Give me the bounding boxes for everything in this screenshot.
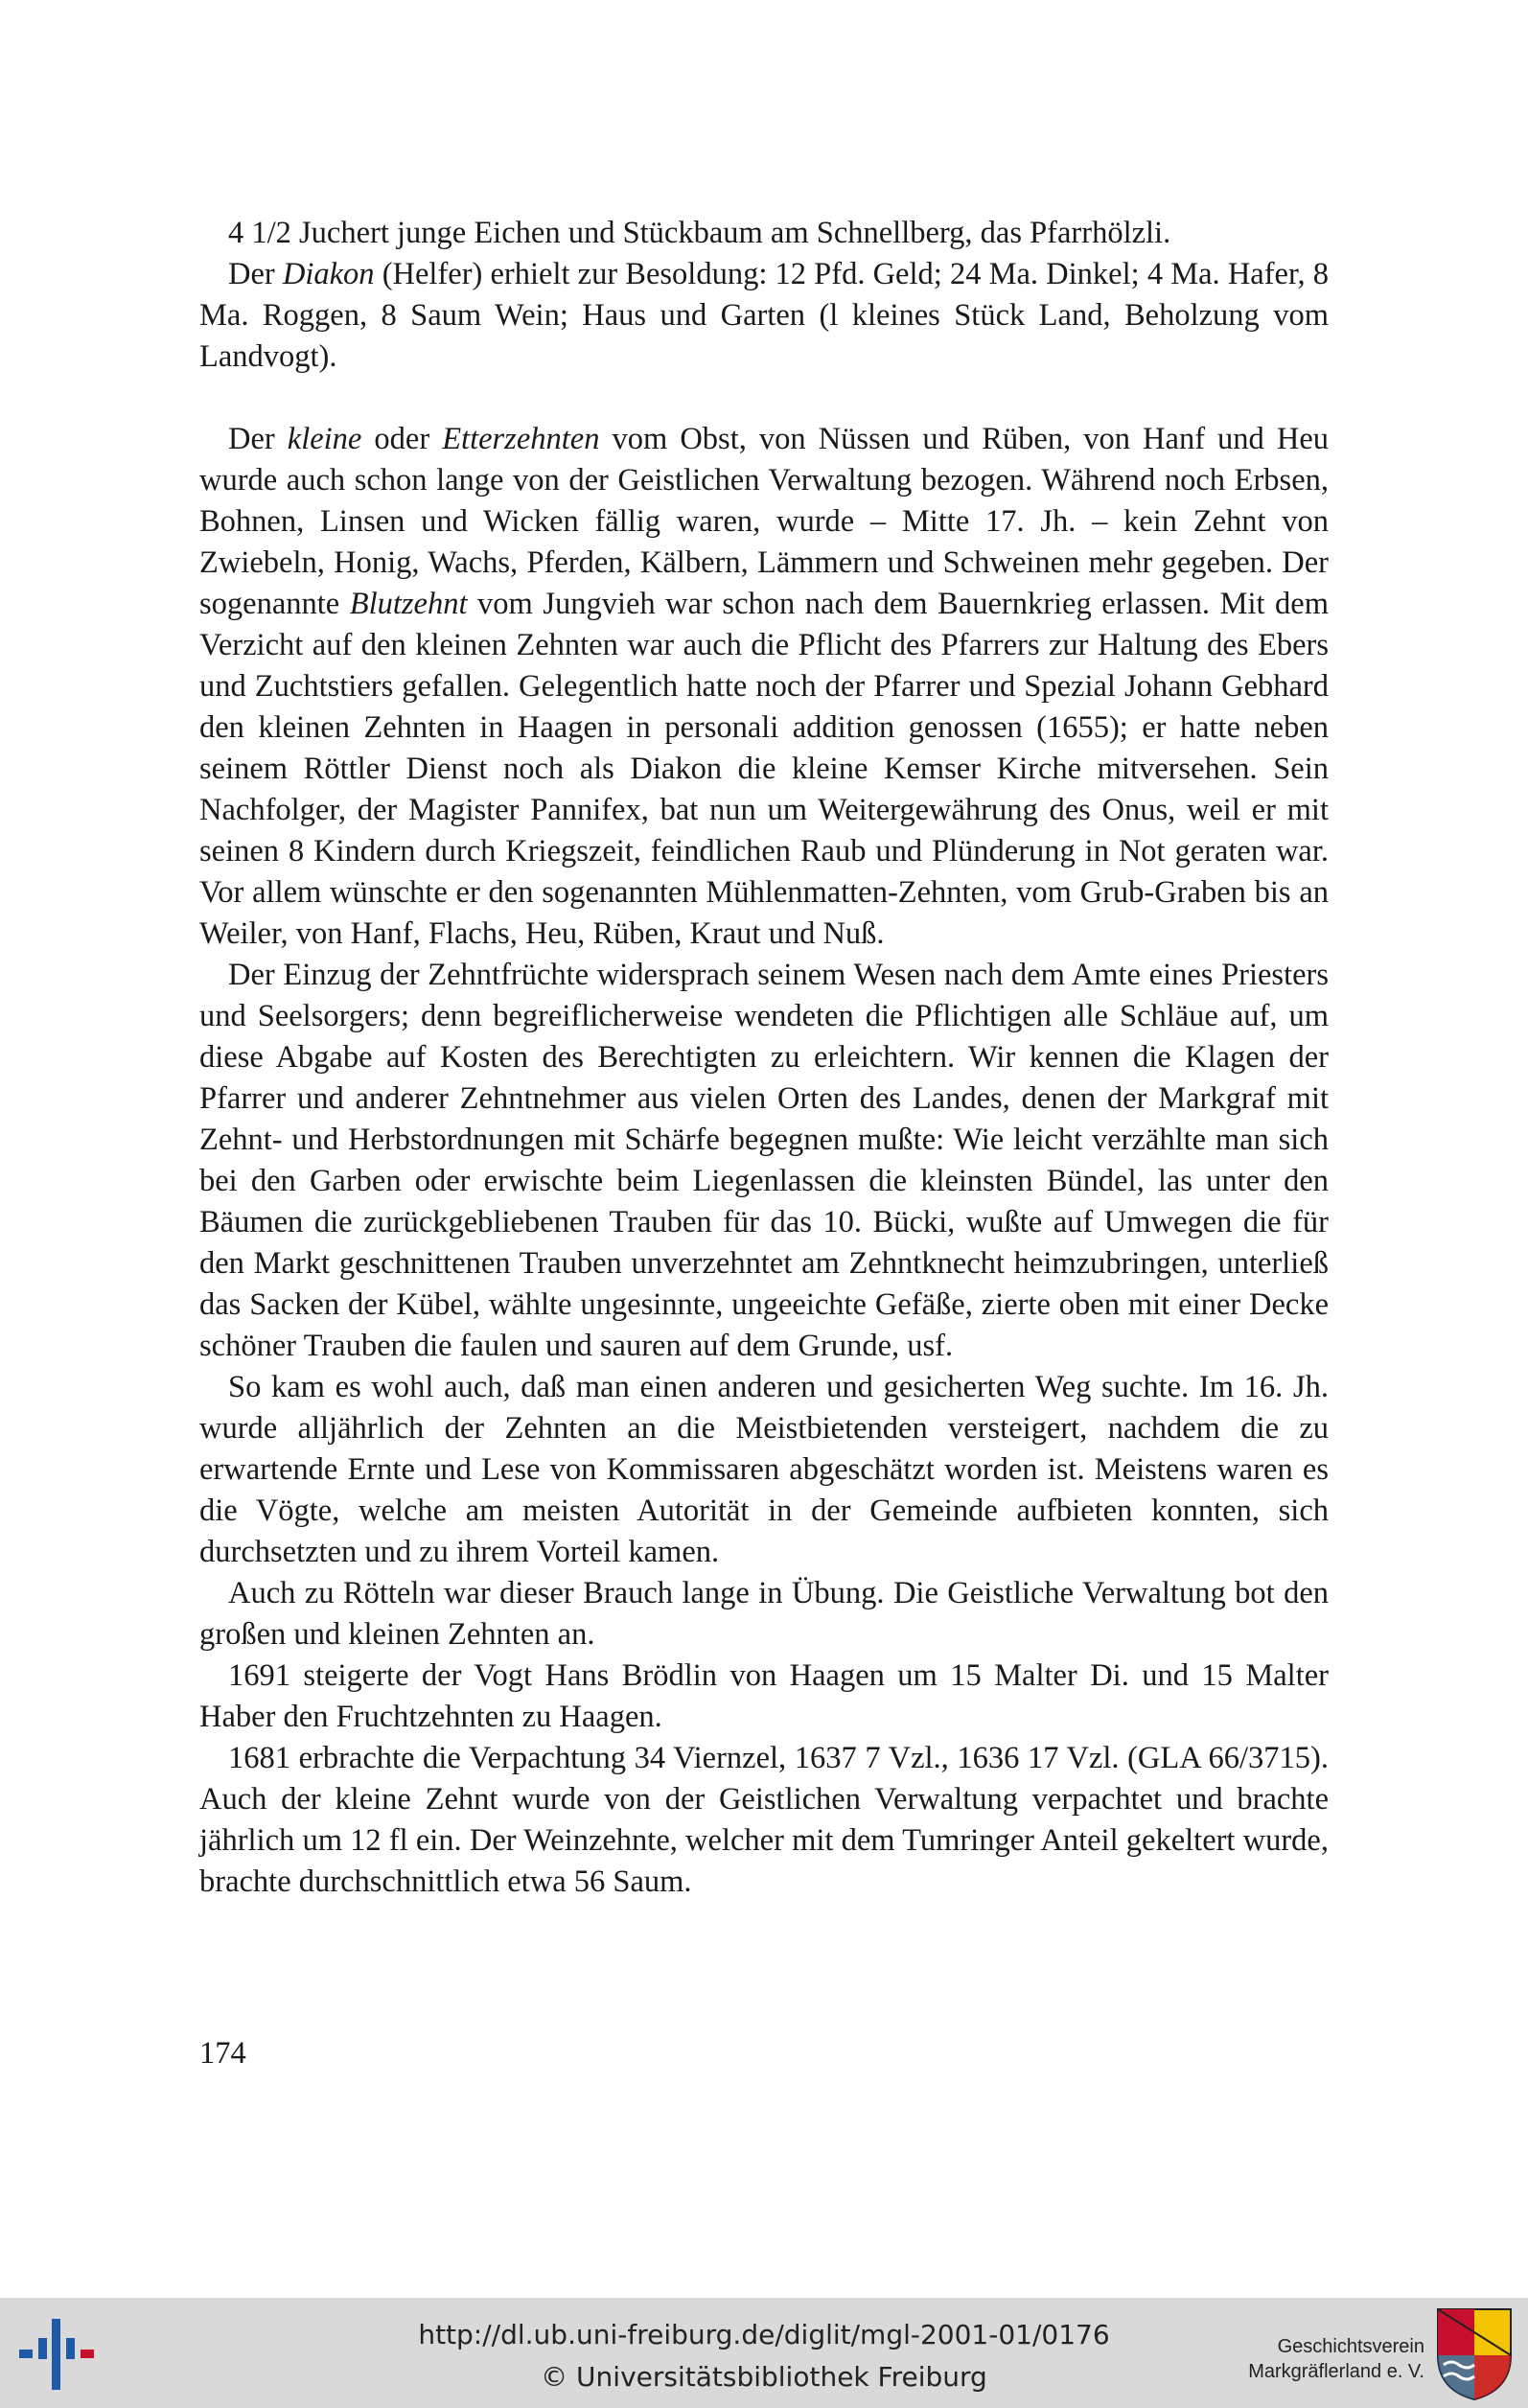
text-run: So kam es wohl auch, daß man einen anderen und gesicherten Weg suchte. Im 16. Jh. wurde alljährlich der Zehnten an die Meistbietenden versteigert, nachdem die zu erwartende Ernte und Lese von Kommissaren abgeschätzt worden ist. Meistens waren es die Vögte, welche am meisten Autorität in der Gemeinde aufbieten konnten, sich durchsetzten und zu ihrem Vorteil kamen. — [199, 1370, 1329, 1569]
italic-term: Etterzehnten — [442, 422, 600, 456]
society-name — [1248, 2334, 1424, 2384]
text-run: 4 1/2 Juchert junge Eichen und Stückbaum am Schnellberg, das Pfarrhölzli. — [228, 216, 1171, 250]
page-body — [199, 213, 1329, 1903]
paragraph — [199, 1367, 1329, 1573]
text-run: 1691 steigerte der Vogt Hans Brödlin von Haagen um 15 Malter Di. und 15 Malter Haber den Fruchtzehnten zu Haagen. — [199, 1658, 1329, 1734]
paragraph — [199, 1656, 1329, 1738]
paragraph — [199, 213, 1329, 254]
coat-of-arms-icon — [1434, 2305, 1515, 2401]
text-run: (Helfer) erhielt zur Besoldung: 12 Pfd. Geld; 24 Ma. Dinkel; 4 Ma. Hafer, 8 Ma. Roggen, 8 Saum Wein; Haus und Garten (l kleines Stück Land, Beholzung vom Landvogt). — [199, 257, 1330, 374]
italic-term: kleine — [287, 422, 362, 456]
text-run: Auch zu Rötteln war dieser Brauch lange in Übung. Die Geistliche Verwaltung bot den großen und kleinen Zehnten an. — [199, 1576, 1329, 1652]
text-run: Der Einzug der Zehntfrüchte widersprach seinem Wesen nach dem Amte eines Priesters und Seelsorgers; denn begreiflicherweise wendeten die Pflichtigen alle Schläue auf, um diese Abgabe auf Kosten des Berechtigten zu erleichtern. Wir kennen die Klagen der Pfarrer und anderer Zehntnehmer aus vielen Orten des Landes, denen der Markgraf mit Zehnt- und Herbstordnungen mit Schärfe begegnen mußte: Wie leicht verzählte man sich bei den Garben oder erwischte beim Liegenlassen die kleinsten Bündel, las unter den Bäumen die zurückgebliebenen Trauben für das 10. Bücki, wußte auf Umwegen die für den Markt geschnittenen Trauben unverzehntet am Zehntknecht heimzubringen, unterließ das Sacken der Kübel, wählte ungesinnte, ungeeichte Gefäße, zierte oben mit einer Decke schöner Trauben die faulen und sauren auf dem Grunde, usf. — [199, 958, 1329, 1363]
paragraph — [199, 419, 1329, 955]
page-number: 174 — [199, 2036, 246, 2071]
paragraph — [199, 1738, 1329, 1903]
footer-copyright: © Universitätsbibliothek Freiburg — [541, 2361, 987, 2393]
text-run: oder — [361, 422, 443, 456]
society-name-line2: Markgräflerland e. V. — [1248, 2361, 1424, 2382]
text-run: vom Jungvieh war schon nach dem Bauernkrieg erlassen. Mit dem Verzicht auf den kleinen Zehnten war auch die Pflicht des Pfarrers zur Haltung des Ebers und Zuchtstiers gefallen. Gelegentlich hatte noch der Pfarrer und Spezial Johann Gebhard den kleinen Zehnten in Haagen in personali addition genossen (1655); er hatte neben seinem Röttler Dienst noch als Diakon die kleine Kemser Kirche mitversehen. Sein Nachfolger, der Magister Pannifex, bat nun um Weitergewährung des Onus, weil er mit seinen 8 Kindern durch Kriegszeit, feindlichen Raub und Plünderung in Not geraten war. Vor allem wünschte er den sogenannten Mühlenmatten-Zehnten, vom Grub-Graben bis an Weiler, von Hanf, Flachs, Heu, Rüben, Kraut und Nuß. — [199, 587, 1329, 951]
italic-term: Diakon — [282, 257, 375, 291]
society-name-line1: Geschichtsverein — [1277, 2336, 1424, 2357]
paragraph — [199, 1573, 1329, 1656]
paragraph — [199, 955, 1329, 1367]
text-run: Der — [228, 257, 283, 291]
italic-term: Blutzehnt — [349, 587, 468, 621]
text-run: Der — [228, 422, 288, 456]
text-run: 1681 erbrachte die Verpachtung 34 Viernzel, 1637 7 Vzl., 1636 17 Vzl. (GLA 66/3715). Auch der kleine Zehnt wurde von der Geistlichen Verwaltung verpachtet und brachte jährlich um 12 fl ein. Der Weinzehnte, welcher mit dem Tumringer Anteil gekeltert wurde, brachte durchschnittlich etwa 56 Saum. — [199, 1741, 1329, 1899]
text-run: vom Obst, von Nüssen und Rüben, von Hanf und Heu wurde auch schon lange von der Geistlichen Verwaltung bezogen. Während noch Erbsen, Bohnen, Linsen und Wicken fällig waren, wurde – Mitte 17. Jh. – kein Zehnt von Zwiebeln, Honig, Wachs, Pferden, Kälbern, Lämmern und Schweinen mehr gegeben. Der sogenannte — [199, 422, 1329, 621]
paragraph — [199, 254, 1329, 378]
footer-bar — [0, 2298, 1528, 2408]
footer-url-link[interactable]: http://dl.ub.uni-freiburg.de/diglit/mgl-2001-01/0176 — [418, 2319, 1110, 2350]
